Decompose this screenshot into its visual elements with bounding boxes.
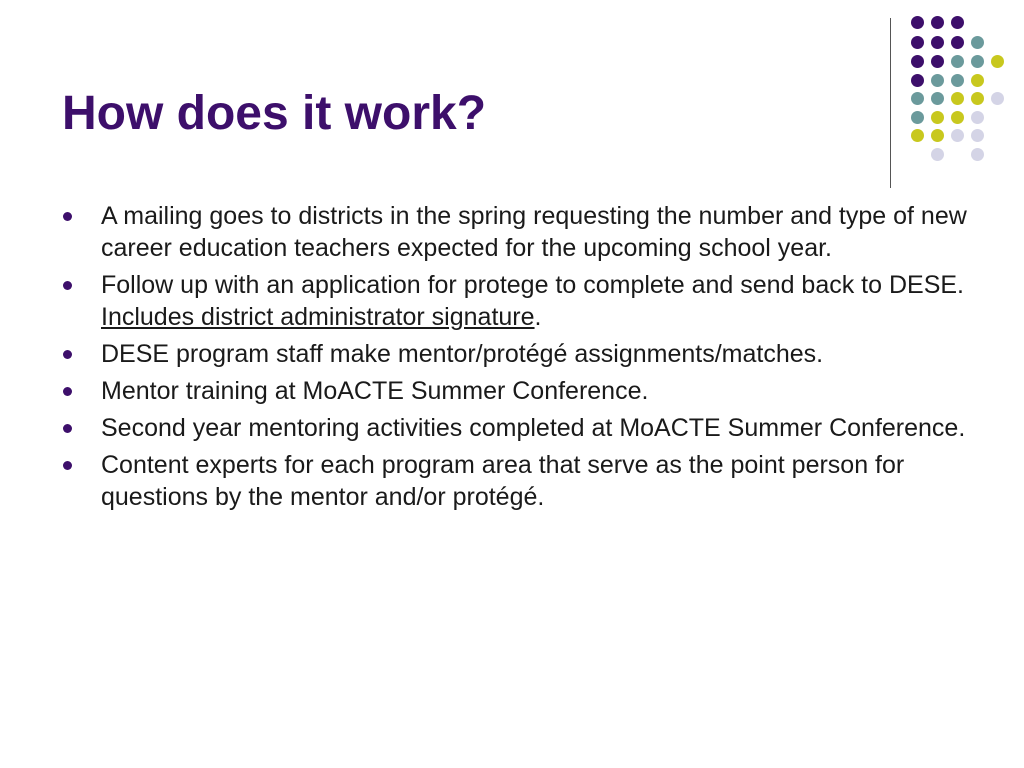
dot-teal: [971, 36, 984, 49]
dot-lavender: [971, 111, 984, 124]
bullet-dot-icon: [63, 281, 72, 290]
dot-lavender: [971, 129, 984, 142]
dot-purple: [911, 16, 924, 29]
bullet-dot-icon: [63, 212, 72, 221]
dot-olive: [951, 111, 964, 124]
bullet-item: [60, 375, 980, 407]
bullet-text: DESE program staff make mentor/protégé assignments/matches.: [101, 340, 824, 368]
dot-purple: [911, 74, 924, 87]
dot-purple: [931, 36, 944, 49]
dot-teal: [971, 55, 984, 68]
district-signature-link[interactable]: Includes district administrator signature: [101, 303, 535, 331]
dot-lavender: [991, 92, 1004, 105]
dot-teal: [931, 92, 944, 105]
dot-teal: [951, 55, 964, 68]
bullet-dot-icon: [63, 461, 72, 470]
dot-teal: [951, 74, 964, 87]
bullet-item: [60, 200, 980, 264]
dot-olive: [911, 129, 924, 142]
bullet-text: Follow up with an application for protege to complete and send back to DESE.: [101, 271, 971, 299]
bullet-text: A mailing goes to districts in the spring requesting the number and type of new career education teachers expected for the upcoming school year.: [101, 202, 967, 262]
dot-purple: [951, 16, 964, 29]
bullet-item: [60, 412, 980, 444]
dot-purple: [911, 36, 924, 49]
decorative-divider: [890, 18, 891, 188]
bullet-item: [60, 338, 980, 370]
bullet-text: Second year mentoring activities completed at MoACTE Summer Conference.: [101, 414, 966, 442]
bullet-dot-icon: [63, 350, 72, 359]
dot-olive: [931, 129, 944, 142]
dot-purple: [911, 55, 924, 68]
bullet-dot-icon: [63, 387, 72, 396]
dot-lavender: [951, 129, 964, 142]
dot-olive: [991, 55, 1004, 68]
bullet-text: Mentor training at MoACTE Summer Conference.: [101, 377, 649, 405]
dot-olive: [971, 92, 984, 105]
dot-lavender: [971, 148, 984, 161]
bullet-text: Content experts for each program area that serve as the point person for questions by the mentor and/or protégé.: [101, 451, 905, 511]
dot-purple: [951, 36, 964, 49]
dot-olive: [951, 92, 964, 105]
dot-purple: [931, 55, 944, 68]
slide-title: How does it work?: [62, 87, 487, 140]
bullet-text-end: .: [534, 303, 542, 331]
dot-lavender: [931, 148, 944, 161]
bullet-list: [60, 200, 980, 518]
bullet-dot-icon: [63, 424, 72, 433]
dot-olive: [971, 74, 984, 87]
bullet-item: [60, 269, 980, 333]
dot-olive: [931, 111, 944, 124]
dot-purple: [931, 16, 944, 29]
dot-teal: [911, 92, 924, 105]
dot-teal: [931, 74, 944, 87]
dot-teal: [911, 111, 924, 124]
bullet-item: [60, 449, 980, 513]
